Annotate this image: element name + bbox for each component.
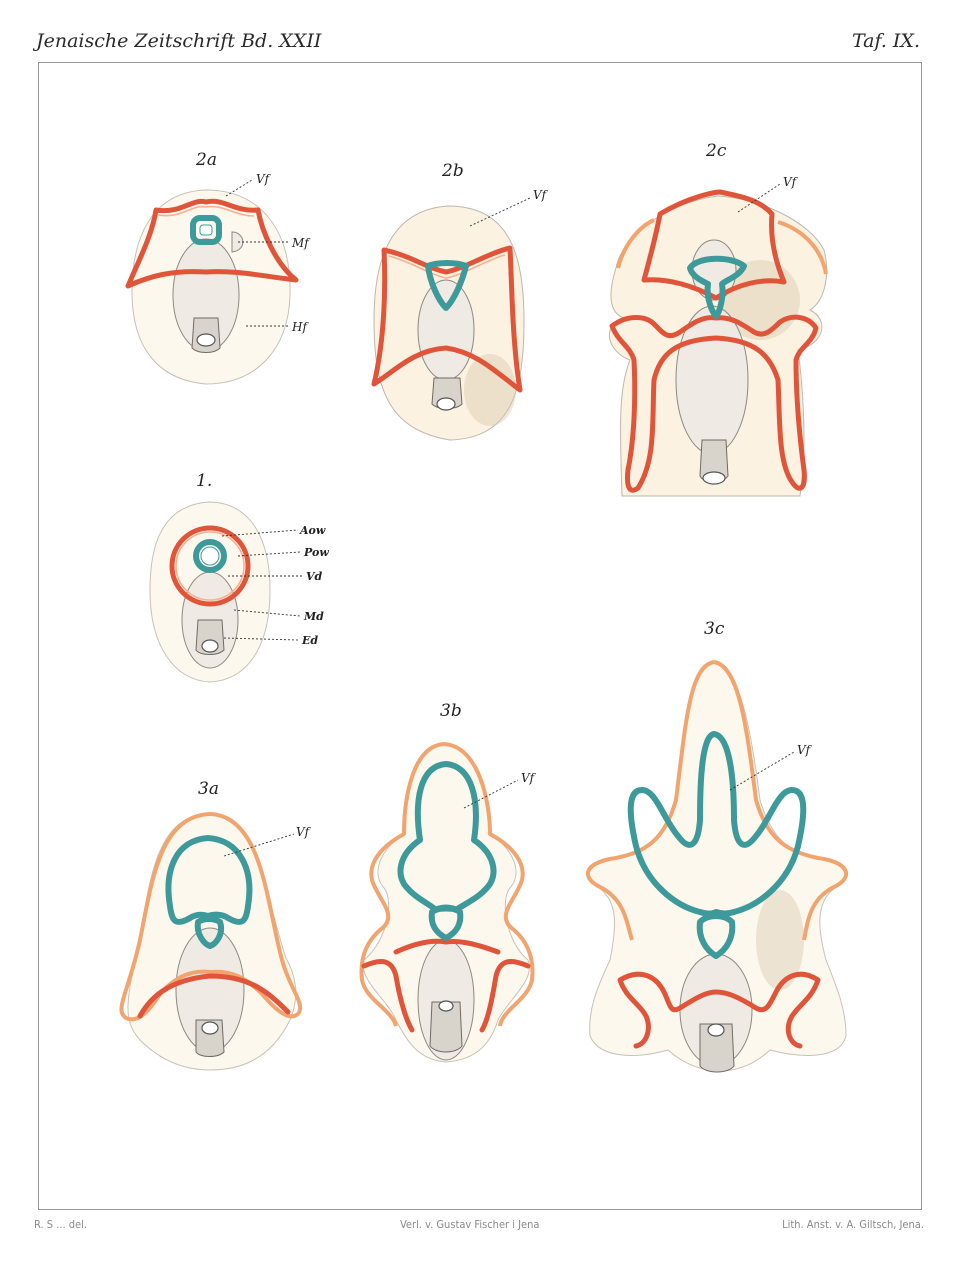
figure-2b-gut: [418, 280, 474, 380]
figure-3c-mouth: [708, 1024, 724, 1036]
figure-1: [150, 471, 329, 682]
figure-2a: [128, 150, 311, 384]
figure-3b-label: 3b: [440, 701, 462, 721]
figure-3a-mouth: [202, 1022, 218, 1034]
figure-3a-label: 3a: [198, 779, 219, 799]
figure-3a: [121, 779, 311, 1070]
figure-3c-label: 3c: [704, 619, 725, 639]
figure-2a-label: 2a: [196, 150, 217, 170]
label-vf-3c: Vf: [797, 743, 811, 757]
printer-credit: Lith. Anst. v. A. Giltsch, Jena.: [782, 1218, 924, 1231]
journal-title: Jenaische Zeitschrift Bd. XXII: [36, 30, 322, 52]
label-hf: Hf: [292, 320, 307, 334]
figure-2a-aboral-lumen: [200, 225, 212, 235]
figure-2b-mouth: [437, 398, 455, 410]
publisher-credit: Verl. v. Gustav Fischer i Jena: [400, 1218, 540, 1231]
label-ed: Ed: [302, 634, 319, 647]
figure-2a-mouth: [197, 334, 215, 346]
figure-3c: [588, 619, 846, 1072]
artist-credit: R. S ... del.: [34, 1218, 88, 1231]
figure-2b: [374, 161, 549, 440]
label-vf-2a: Vf: [256, 172, 270, 186]
label-pow: Pow: [304, 546, 329, 559]
label-vd: Vd: [306, 570, 323, 583]
figure-2b-label: 2b: [442, 161, 464, 181]
label-vf-3b: Vf: [521, 771, 535, 785]
label-aow: Aow: [300, 524, 326, 537]
figure-2c: [609, 141, 826, 496]
label-mf: Mf: [292, 236, 309, 250]
figure-2a-leader-vf: [226, 180, 252, 196]
figure-1-label: 1.: [196, 471, 213, 491]
label-vf-2b: Vf: [533, 188, 547, 202]
label-vf-2c: Vf: [783, 175, 797, 189]
label-vf-3a: Vf: [296, 825, 310, 839]
figure-1-vestibule-lumen: [201, 547, 219, 565]
plate-number: Taf. IX.: [851, 30, 920, 52]
figure-2c-mouth: [703, 472, 725, 484]
figure-3b-mouth: [439, 1001, 453, 1011]
figure-1-mouth: [202, 640, 218, 652]
figure-2c-label: 2c: [706, 141, 727, 161]
label-md: Md: [304, 610, 324, 623]
figure-3b: [362, 701, 537, 1062]
